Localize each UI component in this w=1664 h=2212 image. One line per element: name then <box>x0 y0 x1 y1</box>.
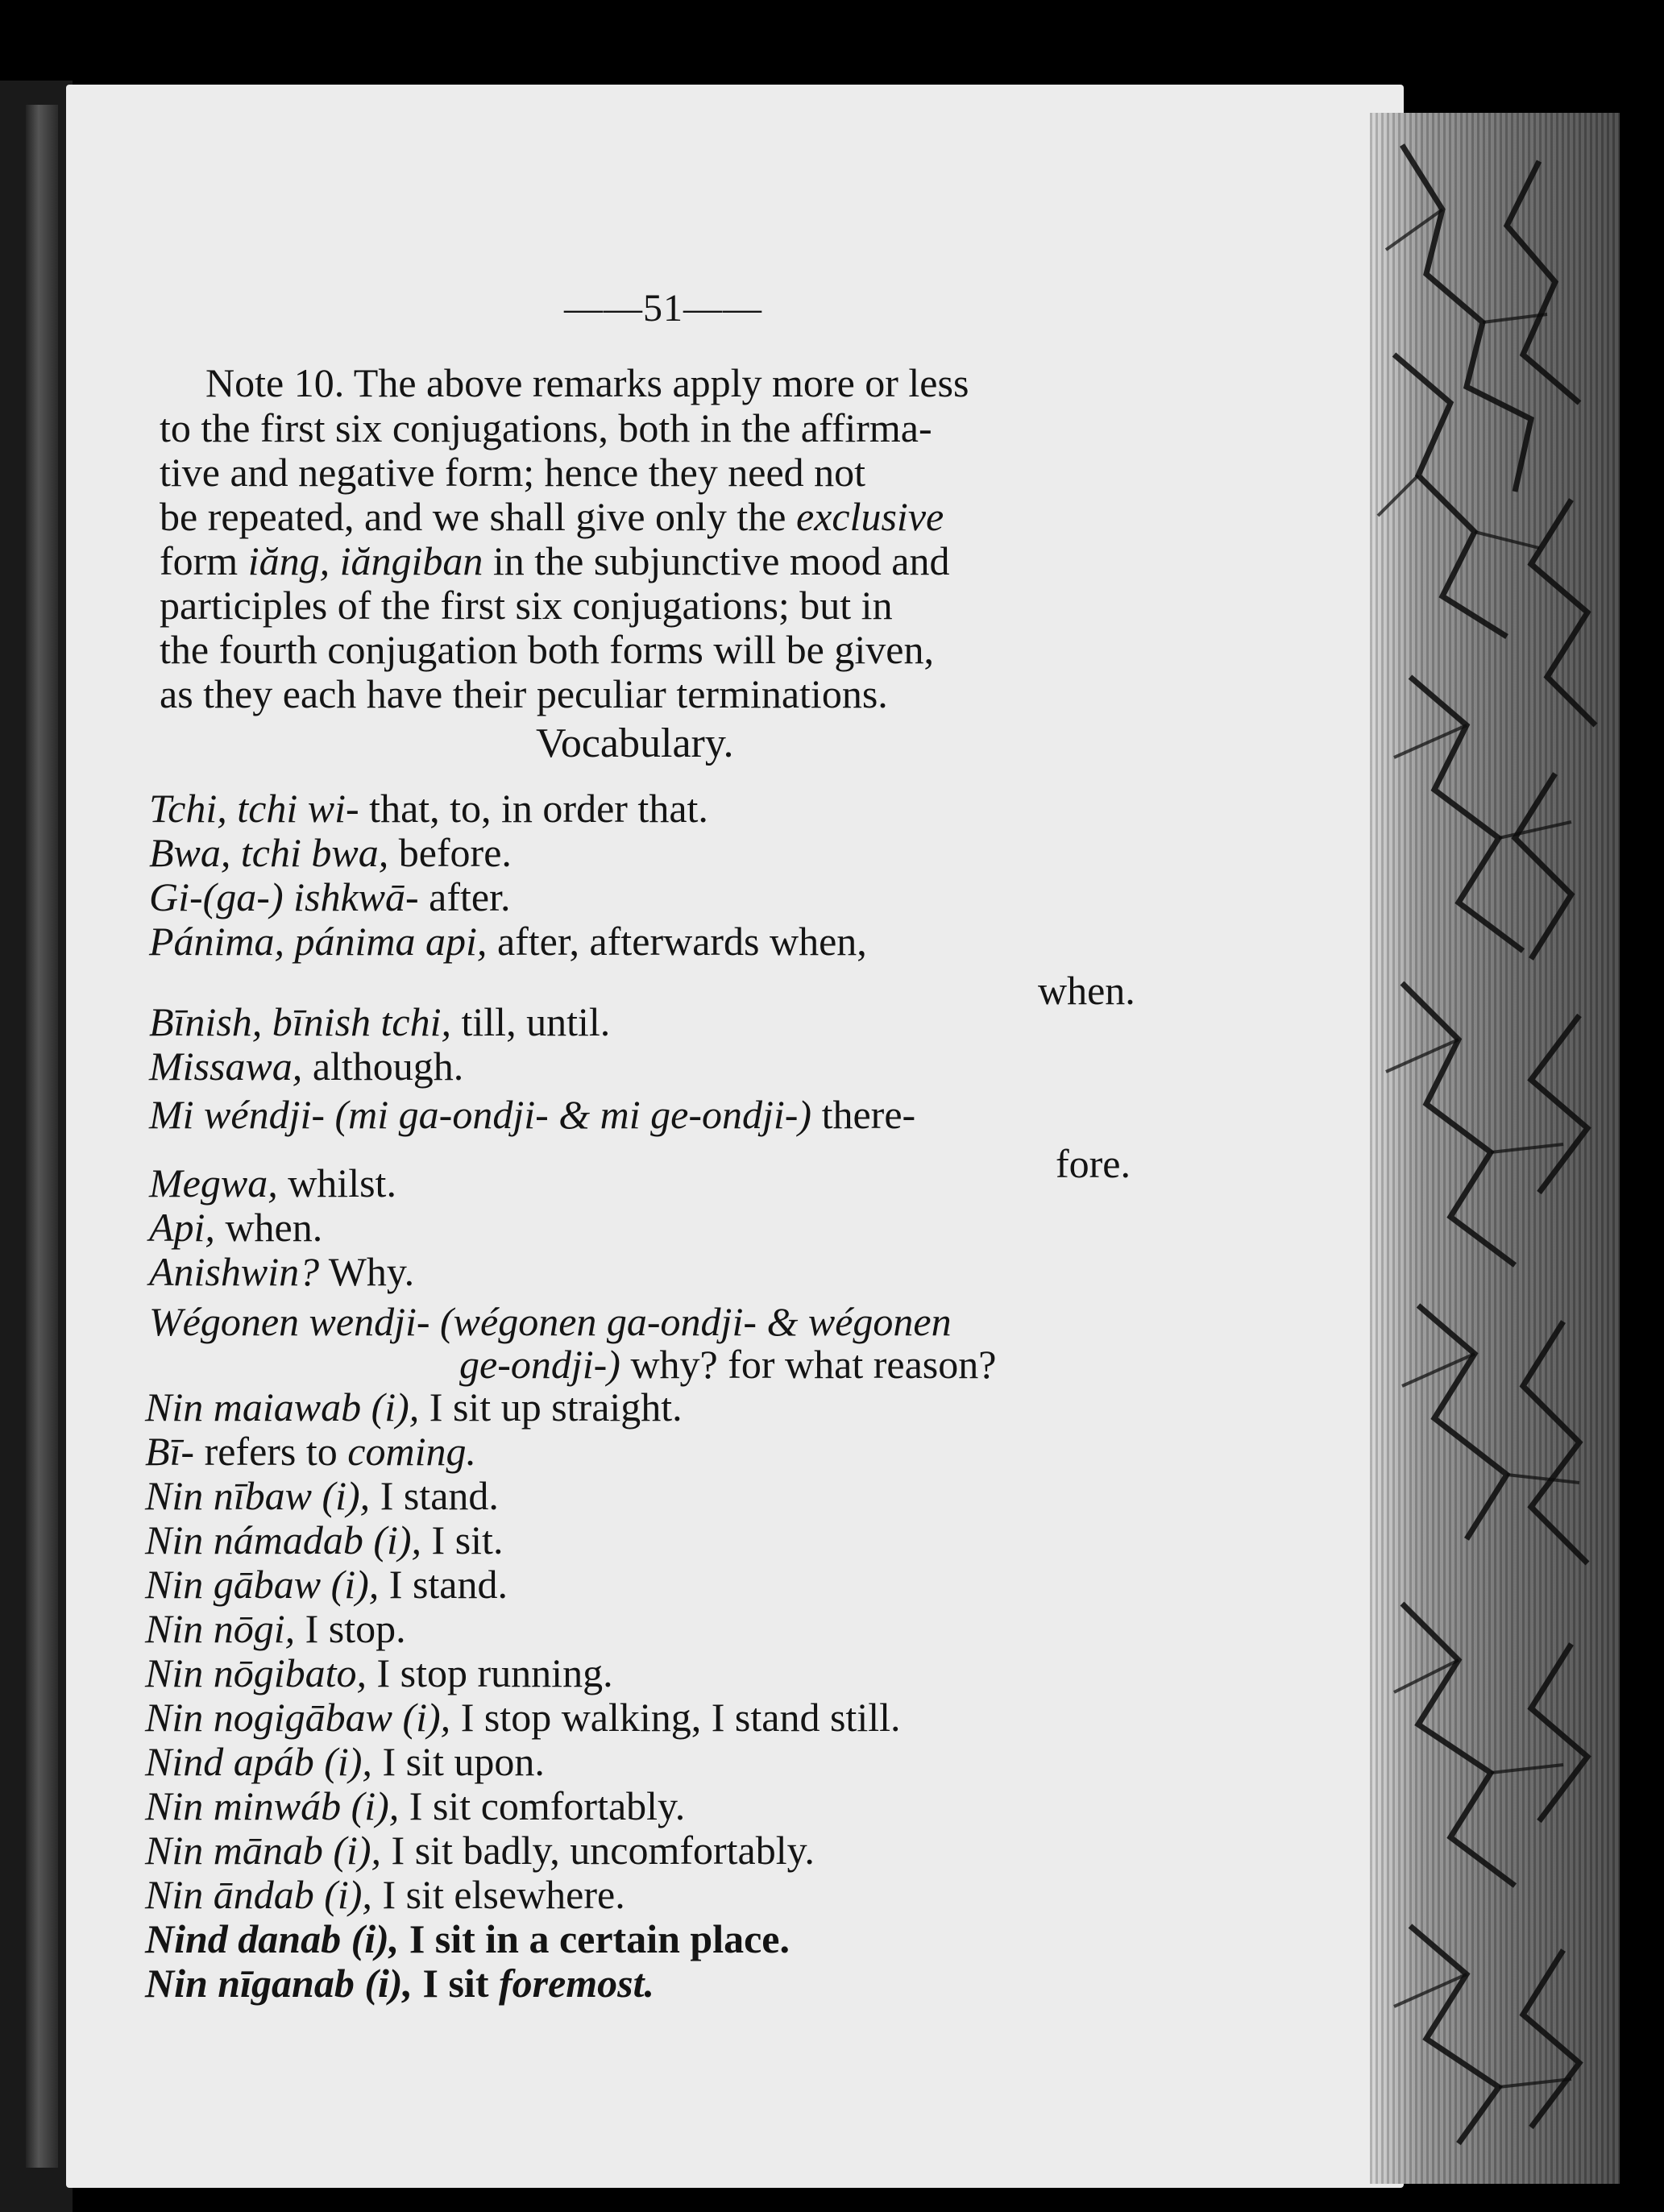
vocab-entry: Bīnish, bīnish tchi, till, until. <box>149 999 611 1044</box>
vocab-entry: Nin āndab (i), I sit elsewhere. <box>145 1872 625 1917</box>
note-line-6: participles of the first six conjugations; but in <box>160 583 893 628</box>
note-line-2: to the first six conjugations, both in the affirma- <box>160 405 932 450</box>
vocab-entry: ge-ondji-) why? for what reason? <box>459 1342 997 1387</box>
vocab-entry: Nin nōgibato, I stop running. <box>145 1650 613 1695</box>
vocab-entry: Nin nībaw (i), I stand. <box>145 1473 499 1518</box>
note-line-3: tive and negative form; hence they need not <box>160 450 866 495</box>
vocab-entry: Nin nīganab (i), I sit foremost. <box>145 1961 655 2006</box>
note-line-1: Note 10. The above remarks apply more or less <box>205 360 969 405</box>
term-exclusive: exclusive <box>796 494 944 539</box>
term-coming: coming. <box>347 1429 476 1474</box>
vocab-entry: Bī- refers to coming. <box>145 1429 476 1474</box>
vocab-entry: Nin gābaw (i), I stand. <box>145 1562 508 1607</box>
vocab-entry: Bwa, tchi bwa, before. <box>149 830 512 875</box>
note-line-7: the fourth conjugation both forms will be given, <box>160 627 934 672</box>
page-number: ——51—— <box>564 287 762 330</box>
vocab-entry: Nin maiawab (i), I sit up straight. <box>145 1384 683 1430</box>
vocab-entry: Nin nogigābaw (i), I stop walking, I stand still. <box>145 1695 901 1740</box>
vocab-continuation: when. <box>1038 968 1135 1013</box>
term-iang: iăng, iăngiban <box>247 538 483 583</box>
vocab-entry: Mi wéndji- (mi ga-ondji- & mi ge-ondji-) there- <box>149 1092 916 1137</box>
vocab-entry: Pánima, pánima api, after, afterwards when, <box>149 919 867 964</box>
vocab-entry: Missawa, although. <box>149 1044 464 1089</box>
vocab-entry: Anishwin? Why. <box>149 1249 415 1294</box>
note-line-5: form iăng, iăngiban in the subjunctive mood and <box>160 538 950 583</box>
vocab-entry: Wégonen wendji- (wégonen ga-ondji- & wégonen <box>149 1299 952 1344</box>
term-foremost: foremost. <box>498 1961 655 2006</box>
vocab-entry: Nin námadab (i), I sit. <box>145 1517 504 1563</box>
vocab-entry: Nin mānab (i), I sit badly, uncomfortably. <box>145 1828 815 1873</box>
vocab-entry: Api, when. <box>149 1205 323 1250</box>
vocab-entry: Megwa, whilst. <box>149 1160 396 1206</box>
vocab-entry: Nin minwáb (i), I sit comfortably. <box>145 1783 686 1828</box>
vocab-entry: Nin nōgi, I stop. <box>145 1606 406 1651</box>
note-line-4: be repeated, and we shall give only the exclusive <box>160 494 944 539</box>
vocab-entry: Nind apáb (i), I sit upon. <box>145 1739 545 1784</box>
note-line-8: as they each have their peculiar terminations. <box>160 671 888 716</box>
vocab-continuation: fore. <box>1056 1141 1131 1186</box>
vocab-entry: Gi-(ga-) ishkwā- after. <box>149 874 511 919</box>
vocab-entry: Nind danab (i), I sit in a certain place. <box>145 1916 790 1961</box>
vocab-entry: Tchi, tchi wi- that, to, in order that. <box>149 786 708 831</box>
vocabulary-heading: Vocabulary. <box>536 720 734 766</box>
